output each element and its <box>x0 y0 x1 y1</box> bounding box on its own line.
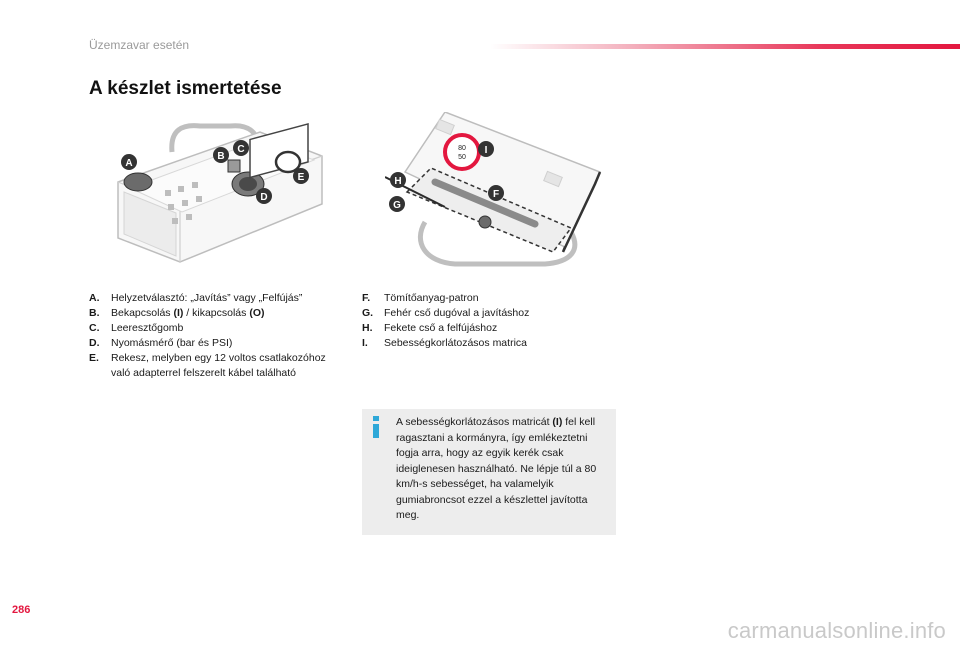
legend-item-f <box>362 291 612 306</box>
header-accent-line <box>490 44 960 49</box>
info-note-text: A sebességkorlátozásos matricát (I) fel kell ragasztani a kormányra, így emlékeztetni fogja arra, hogy az egyik kerék csak ideiglenesen használható. Ne lépje túl a 80 km/h-s sebességet, ha valamelyik gumiabroncsot ezzel a készlettel javította meg. <box>396 416 597 521</box>
legend-item-d <box>89 336 339 351</box>
legend-text: Fekete cső a felfújáshoz <box>384 322 498 334</box>
legend-item-b <box>89 306 339 321</box>
legend-text: Rekesz, melyben egy 12 voltos csatlakozóhoz való adapterrel felszerelt kábel található <box>111 352 326 379</box>
legend-item-c <box>89 321 339 336</box>
callout-d: D <box>260 192 268 203</box>
legend-key: F. <box>362 292 371 304</box>
legend-item-h <box>362 321 612 336</box>
legend-text: Sebességkorlátozásos matrica <box>384 337 527 349</box>
callout-b: B <box>217 151 225 162</box>
legend-key: A. <box>89 292 100 304</box>
legend-key: I. <box>362 337 368 349</box>
legend-key: H. <box>362 322 373 334</box>
legend-text: Helyzetválasztó: „Javítás” vagy „Felfújás” <box>111 292 303 304</box>
legend-key: C. <box>89 322 100 334</box>
legend-right <box>362 291 612 351</box>
page-title: A készlet ismertetése <box>89 78 282 99</box>
legend-item-i <box>362 336 612 351</box>
callout-g: G <box>393 200 401 211</box>
legend-key: D. <box>89 337 100 349</box>
legend-text: Leeresztőgomb <box>111 322 184 334</box>
kit-top-figure <box>110 112 335 277</box>
legend-key: E. <box>89 352 99 364</box>
legend-item-g <box>362 306 612 321</box>
legend-text: Bekapcsolás (I) / kikapcsolás (O) <box>111 307 265 319</box>
watermark: carmanualsonline.info <box>727 618 946 643</box>
section-header: Üzemzavar esetén <box>89 38 190 52</box>
page-number: 286 <box>12 604 31 616</box>
legend-item-a <box>89 291 339 306</box>
info-icon <box>371 416 381 438</box>
legend-item-e <box>89 351 339 381</box>
legend-text: Nyomásmérő (bar és PSI) <box>111 337 233 349</box>
legend-text: Tömítőanyag-patron <box>384 292 479 304</box>
kit-bottom-figure <box>385 112 610 277</box>
callout-h: H <box>394 176 402 187</box>
legend-text: Fehér cső dugóval a javításhoz <box>384 307 530 319</box>
callout-a: A <box>125 158 133 169</box>
legend-left <box>89 291 339 381</box>
sticker-bottom-value: 50 <box>458 154 466 161</box>
callout-i: I <box>484 145 488 156</box>
sticker-top-value: 80 <box>458 145 466 152</box>
callout-e: E <box>297 172 305 183</box>
info-note-box <box>362 409 616 535</box>
legend-key: G. <box>362 307 374 319</box>
callout-f: F <box>492 189 500 200</box>
legend-key: B. <box>89 307 100 319</box>
callout-c: C <box>237 144 245 155</box>
